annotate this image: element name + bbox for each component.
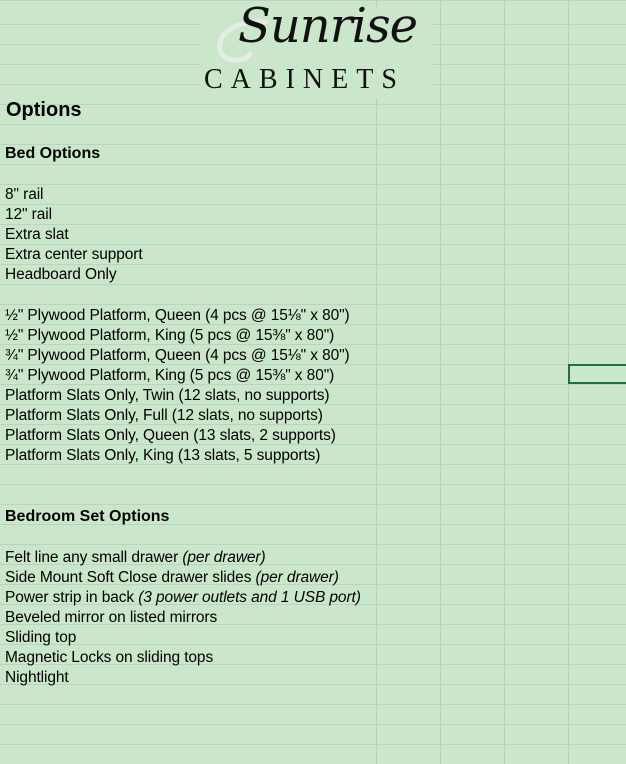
bedroom-set-option-row[interactable]: Magnetic Locks on sliding tops — [5, 649, 214, 666]
bedroom-set-options-heading: Bedroom Set Options — [5, 508, 170, 525]
platform-option-row[interactable]: ¾" Plywood Platform, Queen (4 pcs @ 15⅛" x 80") — [5, 347, 350, 364]
bed-options-heading: Bed Options — [5, 145, 101, 162]
active-cell-selection[interactable] — [568, 364, 626, 384]
bedroom-set-option-row[interactable]: Sliding top — [5, 629, 77, 646]
bed-option-row[interactable]: Headboard Only — [5, 266, 117, 283]
bedroom-set-option-row[interactable] — [5, 588, 361, 608]
bed-option-row[interactable]: Extra slat — [5, 226, 69, 243]
option-note: (3 power outlets and 1 USB port) — [138, 589, 361, 606]
sunrise-cabinets-logo — [200, 0, 432, 98]
platform-option-row[interactable]: Platform Slats Only, Queen (13 slats, 2 supports) — [5, 427, 336, 444]
logo-caps-text: CABINETS — [204, 64, 405, 95]
bedroom-set-option-row[interactable] — [5, 568, 339, 588]
bedroom-set-option-row[interactable]: Nightlight — [5, 669, 69, 686]
bed-option-row[interactable]: Extra center support — [5, 246, 143, 263]
page-title: Options — [6, 99, 82, 121]
option-note: (per drawer) — [182, 549, 266, 566]
platform-option-row[interactable]: Platform Slats Only, Twin (12 slats, no supports) — [5, 387, 330, 404]
bed-option-row[interactable]: 8" rail — [5, 186, 44, 203]
bedroom-set-option-row[interactable] — [5, 548, 266, 568]
platform-option-row[interactable]: Platform Slats Only, Full (12 slats, no supports) — [5, 407, 323, 424]
platform-option-row[interactable]: ¾" Plywood Platform, King (5 pcs @ 15⅜" x 80") — [5, 367, 335, 384]
option-label: Felt line any small drawer — [5, 549, 183, 566]
platform-option-row[interactable]: ½" Plywood Platform, Queen (4 pcs @ 15⅛" x 80") — [5, 307, 350, 324]
option-note: (per drawer) — [255, 569, 339, 586]
logo-script-text: Sunrise — [238, 0, 418, 54]
bed-option-row[interactable]: 12" rail — [5, 206, 52, 223]
option-label: Power strip in back — [5, 589, 139, 606]
bedroom-set-option-row[interactable]: Beveled mirror on listed mirrors — [5, 609, 218, 626]
platform-option-row[interactable]: Platform Slats Only, King (13 slats, 5 supports) — [5, 447, 321, 464]
option-label: Side Mount Soft Close drawer slides — [5, 569, 256, 586]
platform-option-row[interactable]: ½" Plywood Platform, King (5 pcs @ 15⅜" x 80") — [5, 327, 335, 344]
